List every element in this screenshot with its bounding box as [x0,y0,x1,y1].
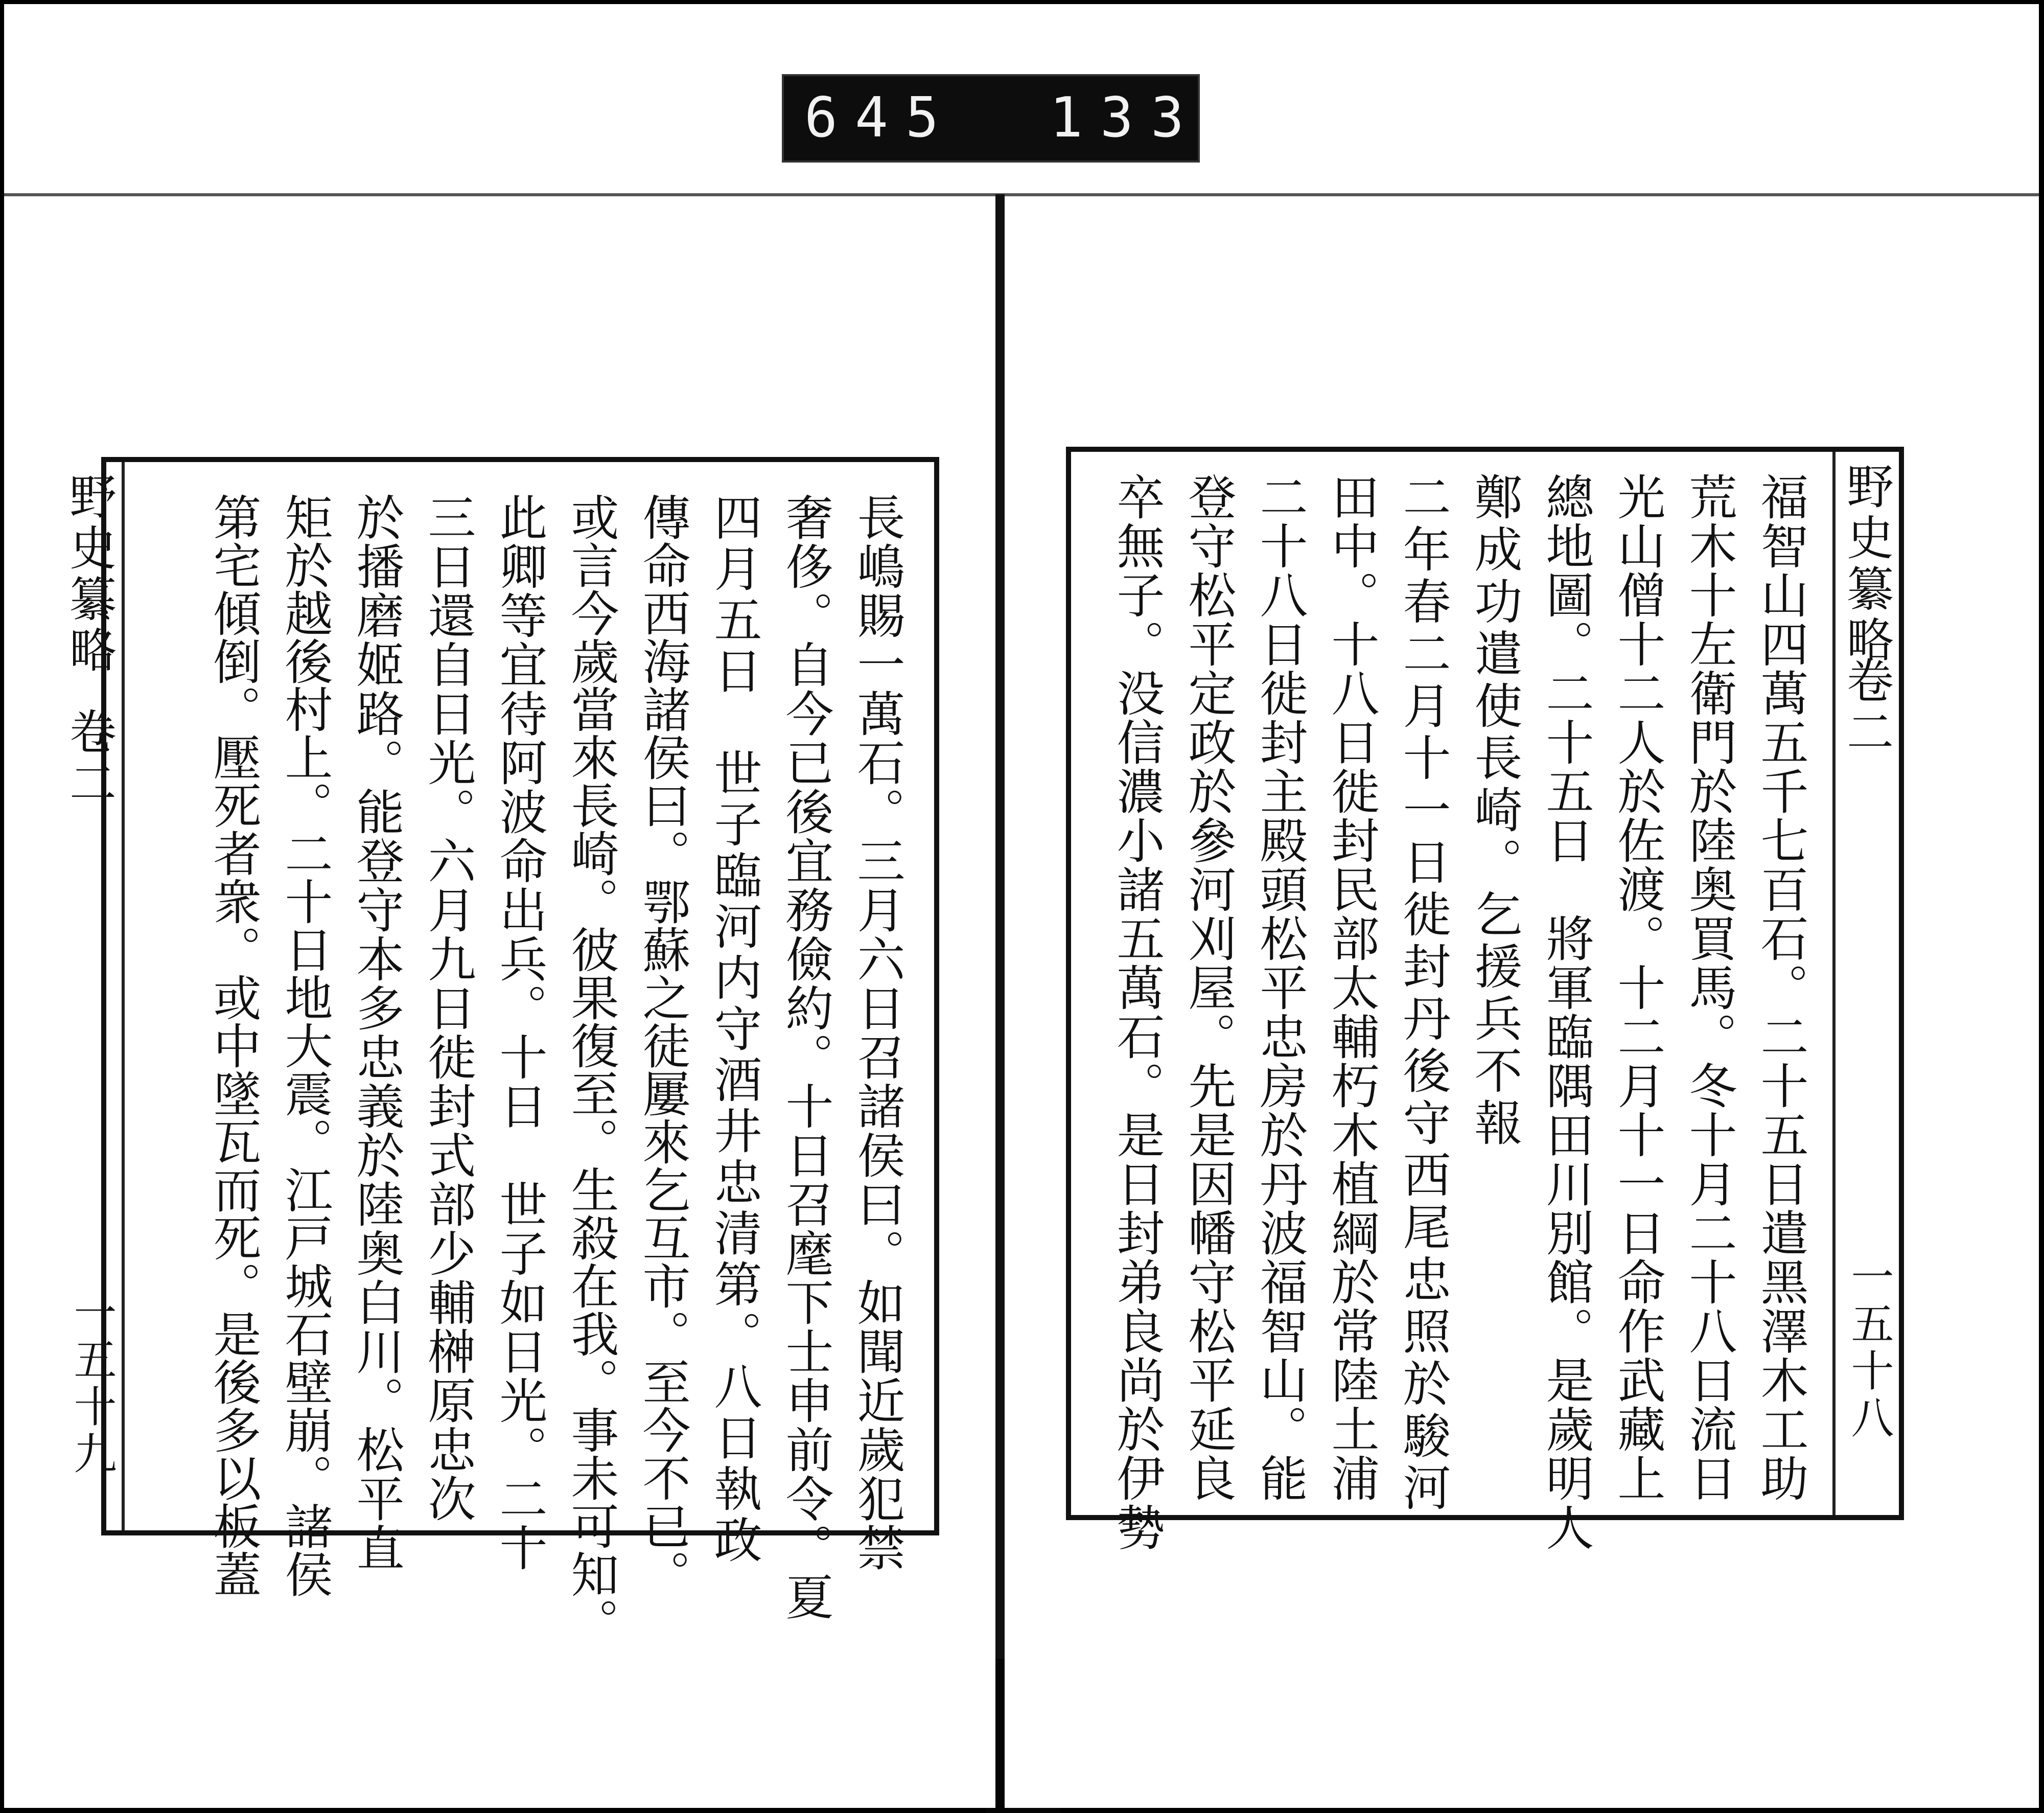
left-page [4,196,995,1808]
catalog-label [782,74,1200,163]
book-gutter [995,194,1005,1789]
right-col-7: 田中。十八日徙封民部太輔朽木植綱於常陸土浦 [1323,472,1379,1503]
right-col-3: 光山僧十二人於佐渡。十二月十一日命作武藏上 [1609,472,1665,1503]
right-page [1005,196,2039,1808]
left-page-header: 野史纂略 [62,472,117,677]
right-col-10: 卒無子。没信濃小諸五萬石。是日封弟良尚於伊勢 [1108,472,1164,1552]
scan-left-border [0,0,4,1813]
left-col-8: 於播磨姬路。能登守本多忠義於陸奥白川。松平直 [348,493,404,1572]
right-page-folio: 一五十八 [1844,1254,1894,1442]
right-col-4: 總地圖。二十五日 將軍臨隅田川別館。是歲明人 [1538,472,1593,1552]
left-page-title-divider [122,462,125,1530]
right-page-volume: 卷二 [1839,656,1894,759]
right-col-9: 登守松平定政於參河刈屋。先是因幡守松平延良 [1180,472,1236,1503]
left-col-1: 長嶋賜一萬石。三月六日召諸侯曰。如聞近歲犯禁 [849,493,904,1572]
scan-top-border [0,0,2044,4]
right-page-title-divider [1832,452,1836,1515]
left-page-volume: 卷二 [62,707,117,810]
left-col-6: 此卿等宜待阿波命出兵。十日 世子如日光。二十 [491,493,547,1572]
left-col-4: 傳命西海諸侯曰。鄂蘇之徒屢來乞互市。至今不已。 [634,493,690,1598]
left-col-10: 第宅傾倒。壓死者衆。或中墜瓦而死。是後多以板蓋 [205,493,261,1598]
left-page-folio: 一五十九 [67,1290,117,1478]
right-page-header: 野史纂略 [1839,462,1894,667]
left-col-7: 三日還自日光。六月九日徙封式部少輔榊原忠次 [420,493,475,1523]
left-col-2: 奢侈。自今已後宜務儉約。十日召麾下士申前令。夏 [777,493,833,1621]
left-col-3: 四月五日 世子臨河内守酒井忠清第。八日執政 [706,493,761,1566]
catalog-number-right: 133 [1050,86,1202,150]
right-col-8: 二十八日徙封主殿頭松平忠房於丹波福智山。能 [1251,472,1307,1503]
scan-right-border [2039,0,2044,1813]
right-col-2: 荒木十左衛門於陸奥買馬。冬十月二十八日流日 [1681,472,1736,1503]
right-col-6: 二年春二月十一日徙封丹後守西尾忠照於駿河 [1395,472,1450,1515]
right-col-5: 鄭成功遣使長崎。乞援兵不報 [1466,472,1522,1150]
right-col-1: 福智山四萬五千七百石。二十五日遣黑澤木工助 [1752,472,1808,1503]
catalog-number-left: 645 [804,86,957,150]
left-col-9: 矩於越後村上。二十日地大震。江戸城石壁崩。諸侯 [276,493,332,1598]
left-col-5: 或言今歲當來長崎。彼果復至。生殺在我。事未可知。 [563,493,618,1646]
